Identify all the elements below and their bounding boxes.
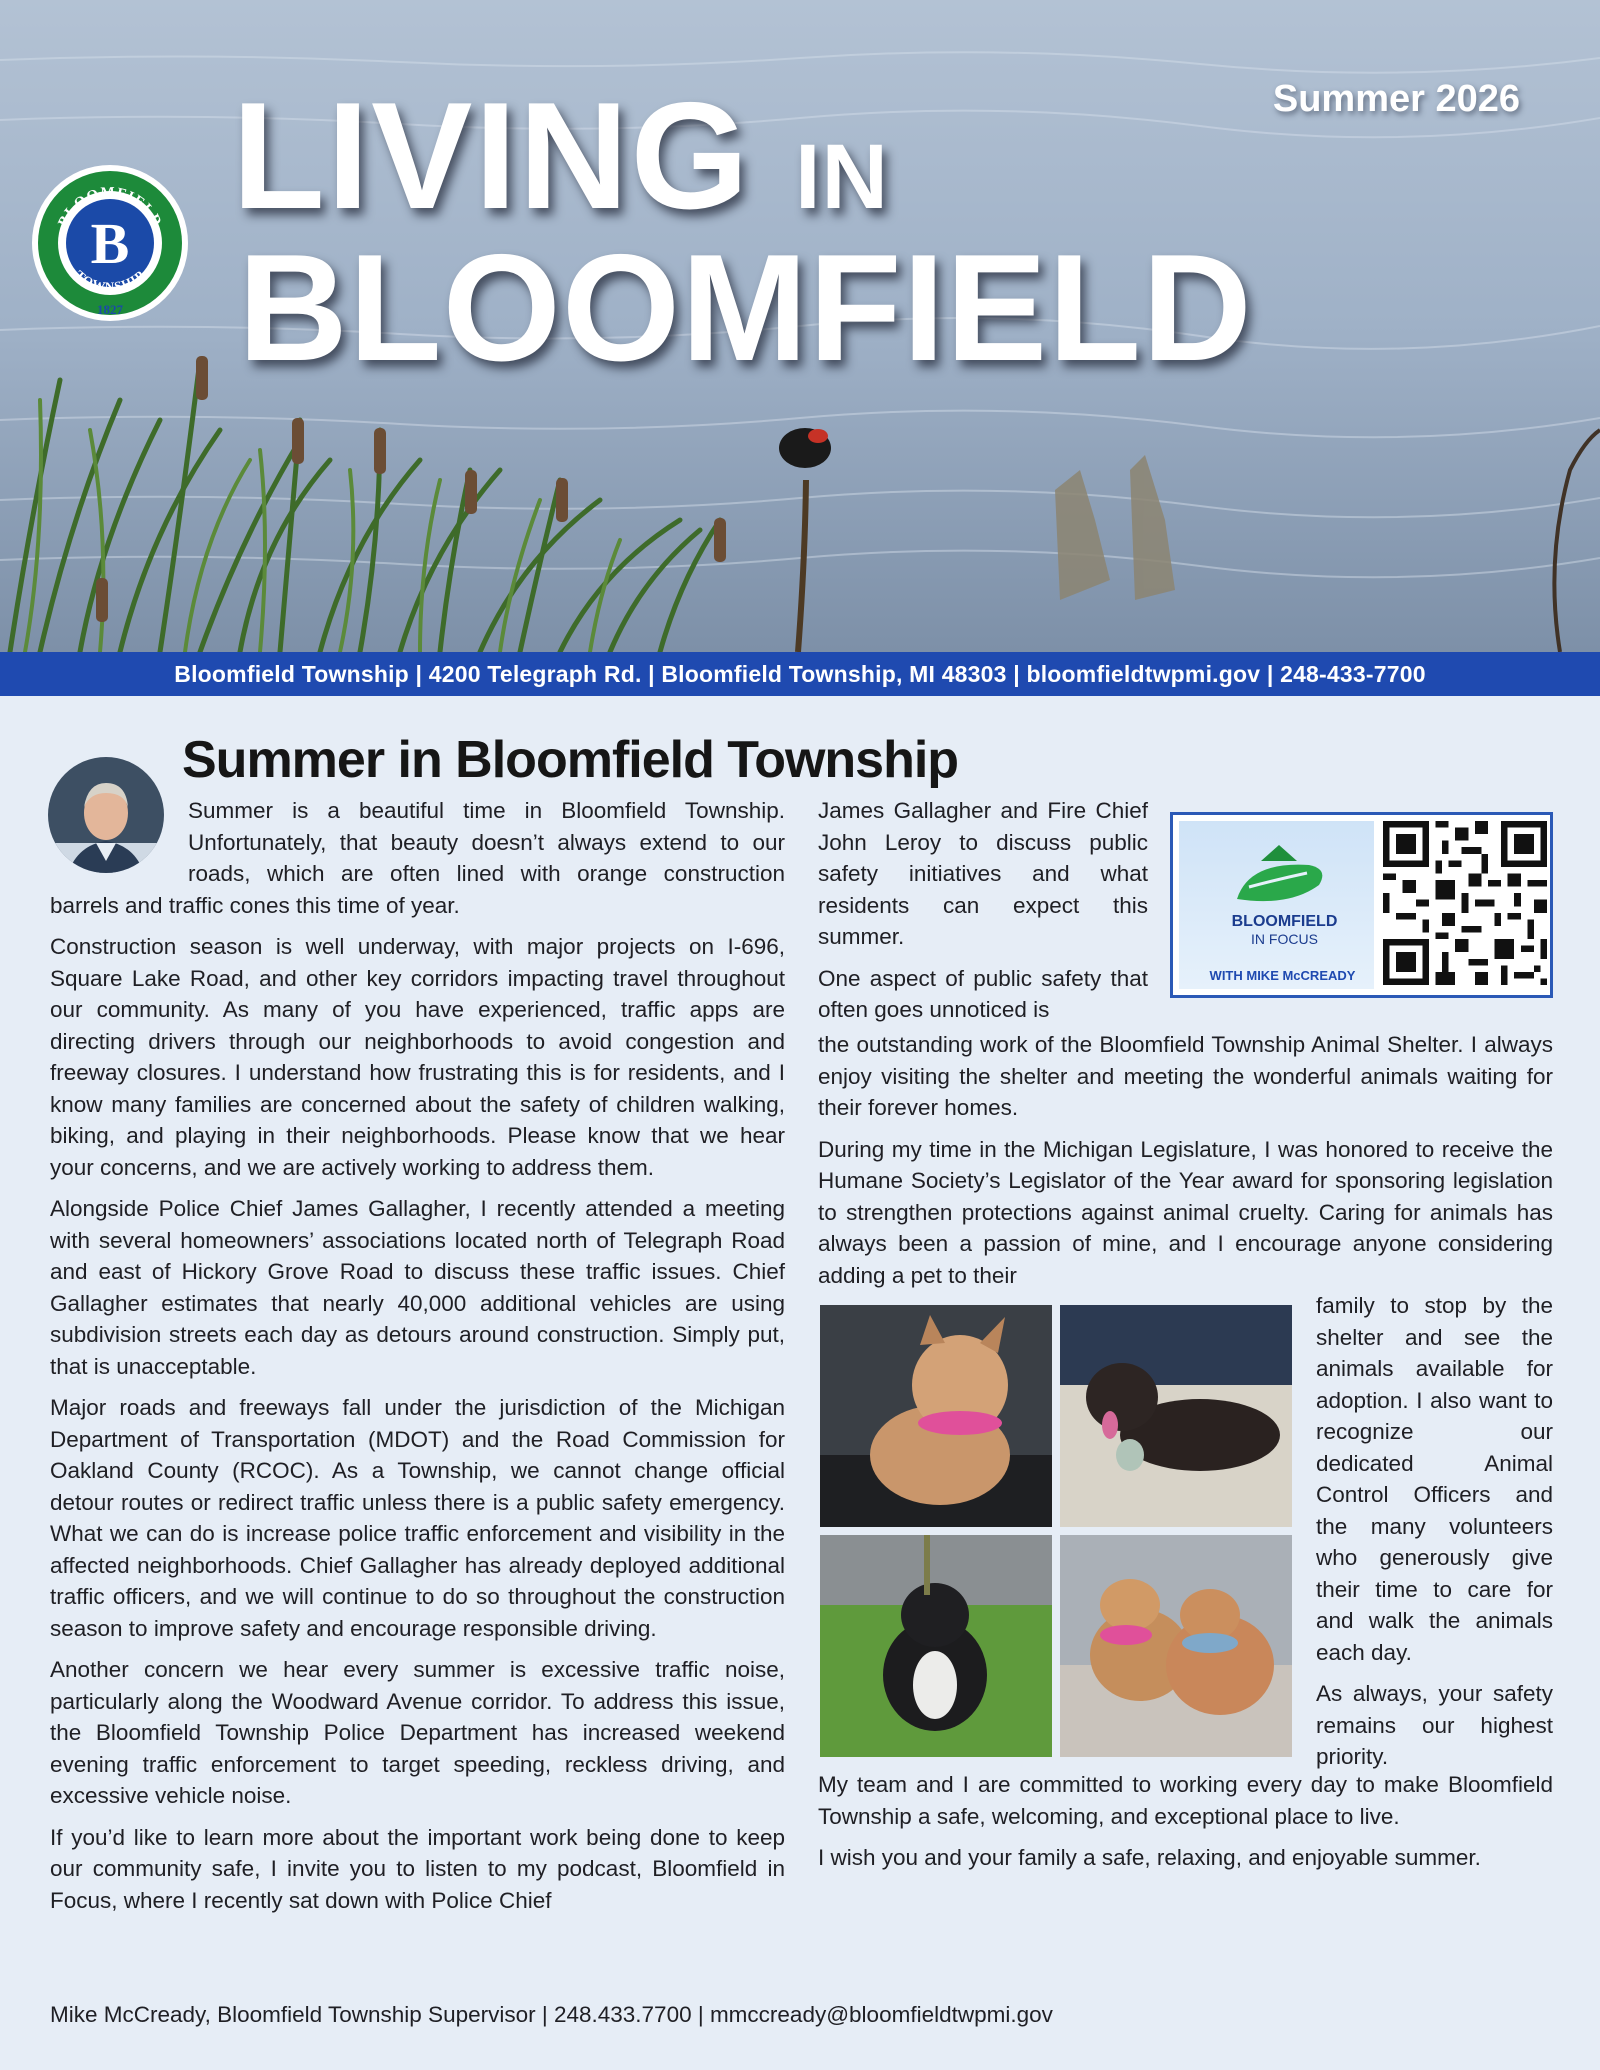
podcast-logo [1179, 821, 1374, 989]
paragraph: My team and I are committed to working every day to make Bloomfield Township a safe, welcoming, and exceptional place to live. [818, 1772, 1553, 1829]
paragraph: James Gallagher and Fire Chief John Leroy to discuss public safety initiatives and what residents can expect this summer. [818, 798, 1148, 949]
house-leaf-icon [1179, 821, 1374, 911]
masthead [0, 0, 1600, 652]
svg-text:BLOOMFIELD: BLOOMFIELD [55, 184, 165, 230]
township-seal-logo [30, 163, 190, 323]
paragraph: Summer is a beautiful time in Bloomfield Township. Unfortunately, that beauty doesn’t always extend to our roads, which are often lined with orange construction barrels and traffic cones this time of year. [50, 798, 785, 918]
paragraph: Major roads and freeways fall under the jurisdiction of the Michigan Department of Transportation (MDOT) and the Road Commission for Oakland County (RCOC). As a Township, we cannot change official detour routes or redirect traffic unless there is a public safety emergency. What we can do is increase police traffic enforcement and visibility in the affected neighborhoods. Chief Gallagher has already deployed additional traffic officers, and we will continue to do so throughout the construction season to improve safety and encourage responsible driving. [50, 1395, 785, 1641]
address-bar: Bloomfield Township | 4200 Telegraph Rd. | Bloomfield Township, MI 48303 | bloomfieldtwpmi.gov | 248-433-7700 [0, 652, 1600, 696]
paragraph: Construction season is well underway, with major projects on I-696, Square Lake Road, and other key corridors impacting travel throughout our community. As many of you have experienced, traffic apps are directing drivers through our neighborhoods to avoid congestion and freeway closures. I understand how frustrating this is for residents, and I know many families are concerned about the safety of children walking, biking, and playing in their neighborhoods. Please know that we hear your concerns, and we are actively working to address them. [50, 934, 785, 1180]
shelter-dogs-photo-grid [820, 1305, 1292, 1757]
title-word-in: IN [794, 126, 889, 228]
article-column-right-bottom [818, 1769, 1553, 1884]
paragraph: I wish you and your family a safe, relaxing, and enjoyable summer. [818, 1845, 1481, 1870]
paragraph: If you’d like to learn more about the important work being done to keep our community safe, I invite you to listen to my podcast, Bloomfield in Focus, where I recently sat down with Police Chief [50, 1824, 785, 1913]
podcast-host: WITH MIKE McCREADY [1209, 968, 1356, 983]
podcast-subtitle: IN FOCUS [1251, 931, 1318, 947]
paragraph: During my time in the Michigan Legislature, I was honored to receive the Humane Society’s Legislator of the Year award for sponsoring legislation to strengthen protections against animal cruelty. Caring for animals has always been a passion of mine, and I encourage anyone considering adding a pet to their [818, 1136, 1553, 1288]
title-word-living: LIVING [232, 71, 751, 241]
article-column-right-top [818, 795, 1148, 1036]
paragraph: family to stop by the shelter and see the animals available for adoption. I also want to recognize our dedicated Animal Control Officers and the many volunteers who generously give their time to care for and walk the animals each day. [1316, 1293, 1553, 1665]
svg-text:TOWNSHIP: TOWNSHIP [72, 267, 148, 295]
article-headline: Summer in Bloomfield Township [182, 731, 959, 789]
paragraph: One aspect of public safety that often goes unnoticed is [818, 965, 1148, 1022]
article-column-right-middle [818, 1029, 1553, 1301]
svg-text:1827: 1827 [97, 302, 123, 317]
podcast-promo-box[interactable] [1170, 812, 1553, 998]
dog-photo [1060, 1305, 1292, 1527]
issue-date: Summer 2026 [1272, 78, 1520, 120]
paragraph: Alongside Police Chief James Gallagher, I recently attended a meeting with several homeowners’ associations located north of Telegraph Road and east of Hickory Grove Road to discuss these traffic issues. Chief Gallagher estimates that nearly 40,000 additional vehicles are using subdivision streets each day as detours around construction. Simply put, that is unacceptable. [50, 1196, 785, 1379]
article-column-right-side [1316, 1290, 1553, 1783]
dog-photo [1060, 1535, 1292, 1757]
paragraph: the outstanding work of the Bloomfield Township Animal Shelter. I always enjoy visiting the shelter and meeting the wonderful animals waiting for their forever homes. [818, 1032, 1553, 1120]
dog-photo [820, 1305, 1052, 1527]
svg-text:B: B [90, 211, 130, 276]
dog-photo [820, 1535, 1052, 1757]
article-column-left [50, 795, 785, 1926]
supervisor-contact-footer: Mike McCready, Bloomfield Township Supervisor | 248.433.7700 | mmccready@bloomfieldtwpmi.gov [50, 2002, 1053, 2027]
paragraph: Another concern we hear every summer is excessive traffic noise, particularly along the Woodward Avenue corridor. To address this issue, the Bloomfield Township Police Department has increased weekend evening traffic enforcement to target speeding, reckless driving, and excessive vehicle noise. [50, 1657, 785, 1808]
podcast-title: BLOOMFIELD [1231, 913, 1338, 930]
masthead-title-line1 [232, 71, 889, 241]
masthead-title-line2: BLOOMFIELD [238, 223, 1253, 393]
paragraph: As always, your safety remains our highest priority. [1316, 1681, 1553, 1769]
qr-code-icon[interactable] [1383, 821, 1547, 985]
